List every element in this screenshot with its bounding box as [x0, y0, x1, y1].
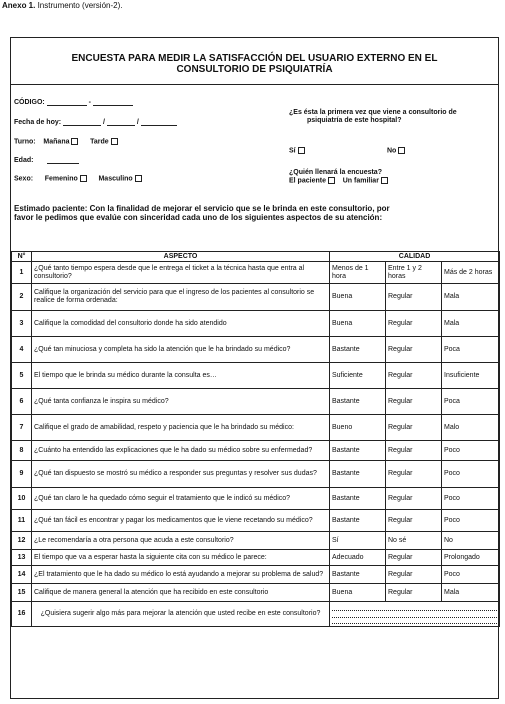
option-3[interactable]: Mala: [442, 284, 500, 311]
intro-text: Estimado paciente: Con la finalidad de mejorar el servicio que se le brinda en este consultorio, por favor le pedimos que evalúe con sinceridad cada uno de los siguientes aspectos de su atención:: [14, 204, 390, 222]
table-row: [12, 337, 500, 363]
who-fills-options: El paciente Un familiar: [289, 177, 388, 184]
row-number: 8: [12, 441, 32, 461]
table-row: [12, 363, 500, 389]
option-3[interactable]: No: [442, 532, 500, 550]
option-3[interactable]: Mala: [442, 311, 500, 337]
row-question: ¿Qué tan minuciosa y completa ha sido la atención que le ha brindado su médico?: [32, 337, 330, 363]
option-1[interactable]: Suficiente: [330, 363, 386, 389]
option-2[interactable]: Regular: [386, 550, 442, 566]
table-row: [12, 532, 500, 550]
option-2[interactable]: No sé: [386, 532, 442, 550]
option-3[interactable]: Poca: [442, 337, 500, 363]
table-row: [12, 389, 500, 415]
option-3[interactable]: Poco: [442, 488, 500, 510]
option-3[interactable]: Mala: [442, 584, 500, 602]
yes-checkbox[interactable]: [298, 147, 305, 154]
option-2[interactable]: Regular: [386, 284, 442, 311]
row-number: 13: [12, 550, 32, 566]
option-3[interactable]: Poco: [442, 441, 500, 461]
option-1[interactable]: Bastante: [330, 510, 386, 532]
patient-checkbox[interactable]: [328, 177, 335, 184]
shift-field: Turno: Mañana Tarde: [14, 138, 118, 145]
row-question: ¿Qué tan claro le ha quedado cómo seguir el tratamiento que le indicó su médico?: [32, 488, 330, 510]
sex-field: Sexo: Femenino Masculino: [14, 175, 142, 182]
survey-title: [11, 38, 498, 85]
table-row: [12, 488, 500, 510]
no-checkbox[interactable]: [398, 147, 405, 154]
table-row: [12, 461, 500, 488]
table-row: [12, 311, 500, 337]
option-2[interactable]: Regular: [386, 461, 442, 488]
option-1[interactable]: Bastante: [330, 441, 386, 461]
option-2[interactable]: Regular: [386, 584, 442, 602]
option-1[interactable]: Buena: [330, 311, 386, 337]
table-row: [12, 262, 500, 284]
female-checkbox[interactable]: [80, 175, 87, 182]
option-1[interactable]: Buena: [330, 284, 386, 311]
table-row: [12, 550, 500, 566]
row-number: 11: [12, 510, 32, 532]
title-line-1: ENCUESTA PARA MEDIR LA SATISFACCIÓN DEL USUARIO EXTERNO EN EL: [71, 53, 438, 64]
yes-option: Sí: [289, 147, 305, 154]
header-quality: CALIDAD: [330, 252, 500, 262]
row-number: 7: [12, 415, 32, 441]
option-3[interactable]: Insuficiente: [442, 363, 500, 389]
option-1[interactable]: Bastante: [330, 488, 386, 510]
row-number: 14: [12, 566, 32, 584]
option-1[interactable]: Bastante: [330, 566, 386, 584]
option-1[interactable]: Menos de 1 hora: [330, 262, 386, 284]
first-visit-question-2: psiquiatría de este hospital?: [307, 117, 402, 124]
row-number: 9: [12, 461, 32, 488]
afternoon-checkbox[interactable]: [111, 138, 118, 145]
row-number: 15: [12, 584, 32, 602]
option-2[interactable]: Regular: [386, 311, 442, 337]
table-row: [12, 602, 500, 627]
option-2[interactable]: Entre 1 y 2 horas: [386, 262, 442, 284]
row-number: 10: [12, 488, 32, 510]
option-1[interactable]: Bastante: [330, 389, 386, 415]
row-question: ¿Qué tanto tiempo espera desde que le entrega el ticket a la técnica hasta que entra al consultorio?: [32, 262, 330, 284]
survey-form: [10, 37, 499, 699]
survey-table: [11, 251, 500, 627]
option-2[interactable]: Regular: [386, 363, 442, 389]
row-question: ¿Le recomendaría a otra persona que acuda a este consultorio?: [32, 532, 330, 550]
table-row: [12, 584, 500, 602]
option-2[interactable]: Regular: [386, 510, 442, 532]
option-1[interactable]: Bastante: [330, 337, 386, 363]
option-3[interactable]: Poca: [442, 389, 500, 415]
row-question: Califique la comodidad del consultorio donde ha sido atendido: [32, 311, 330, 337]
option-3[interactable]: Prolongado: [442, 550, 500, 566]
option-3[interactable]: Poco: [442, 510, 500, 532]
row-question: ¿Qué tanta confianza le inspira su médico?: [32, 389, 330, 415]
table-row: [12, 284, 500, 311]
option-2[interactable]: Regular: [386, 441, 442, 461]
header-number: N°: [12, 252, 32, 262]
option-2[interactable]: Regular: [386, 566, 442, 584]
option-2[interactable]: Regular: [386, 337, 442, 363]
row-number: 16: [12, 602, 32, 627]
row-question: Califique la organización del servicio para que el ingreso de los pacientes al consultorio se realice de forma ordenada:: [32, 284, 330, 311]
option-2[interactable]: Regular: [386, 488, 442, 510]
row-number: 4: [12, 337, 32, 363]
option-1[interactable]: Bastante: [330, 461, 386, 488]
row-question: ¿Quisiera sugerir algo más para mejorar la atención que usted recibe en este consultorio?: [32, 602, 330, 627]
morning-checkbox[interactable]: [71, 138, 78, 145]
no-option: No: [387, 147, 405, 154]
relative-checkbox[interactable]: [381, 177, 388, 184]
option-2[interactable]: Regular: [386, 389, 442, 415]
first-visit-question-1: ¿Es ésta la primera vez que viene a consultorio de: [289, 109, 457, 116]
row-question: ¿Cuánto ha entendido las explicaciones que le ha dado su médico sobre su enfermedad?: [32, 441, 330, 461]
row-number: 12: [12, 532, 32, 550]
row-question: Califique el grado de amabilidad, respeto y paciencia que le ha brindado su médico:: [32, 415, 330, 441]
row-question: ¿El tratamiento que le ha dado su médico lo está ayudando a mejorar su problema de salud?: [32, 566, 330, 584]
row-question: Califique de manera general la atención que ha recibido en este consultorio: [32, 584, 330, 602]
title-line-2: CONSULTORIO DE PSIQUIATRÍA: [176, 64, 333, 75]
option-1[interactable]: Sí: [330, 532, 386, 550]
option-1[interactable]: Adecuado: [330, 550, 386, 566]
option-3[interactable]: Más de 2 horas: [442, 262, 500, 284]
option-3[interactable]: Poco: [442, 566, 500, 584]
row-number: 3: [12, 311, 32, 337]
option-1[interactable]: Bueno: [330, 415, 386, 441]
annex-caption: Anexo 1. Instrumento (versión-2).: [2, 1, 123, 10]
row-number: 5: [12, 363, 32, 389]
row-number: 1: [12, 262, 32, 284]
option-1[interactable]: Buena: [330, 584, 386, 602]
table-row: [12, 415, 500, 441]
date-field[interactable]: Fecha de hoy: / /: [14, 118, 177, 126]
table-row: [12, 566, 500, 584]
row-question: ¿Qué tan dispuesto se mostró su médico a responder sus preguntas y resolver sus dudas?: [32, 461, 330, 488]
row-question: El tiempo que va a esperar hasta la siguiente cita con su médico le parece:: [32, 550, 330, 566]
option-3[interactable]: Poco: [442, 461, 500, 488]
table-row: [12, 510, 500, 532]
row-question: El tiempo que le brinda su médico durante la consulta es…: [32, 363, 330, 389]
code-field[interactable]: CÓDIGO: -: [14, 98, 133, 106]
who-fills-question: ¿Quién llenará la encuesta?: [289, 169, 382, 176]
row-question: ¿Qué tan fácil es encontrar y pagar los medicamentos que le viene recetando su médico?: [32, 510, 330, 532]
option-2[interactable]: Regular: [386, 415, 442, 441]
suggestion-lines[interactable]: [330, 602, 500, 627]
row-number: 6: [12, 389, 32, 415]
age-field[interactable]: Edad:: [14, 156, 79, 164]
header-aspect: ASPECTO: [32, 252, 330, 262]
table-row: [12, 441, 500, 461]
option-3[interactable]: Malo: [442, 415, 500, 441]
male-checkbox[interactable]: [135, 175, 142, 182]
row-number: 2: [12, 284, 32, 311]
